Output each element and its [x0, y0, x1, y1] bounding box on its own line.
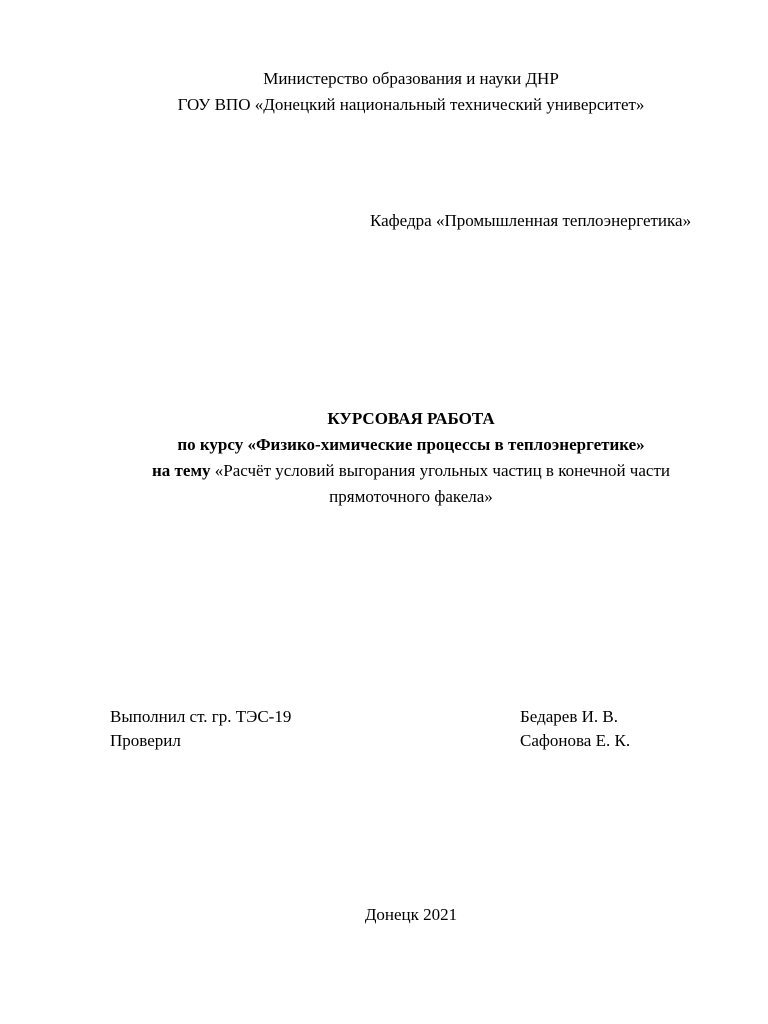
- ministry-line: Министерство образования и науки ДНР: [263, 69, 559, 88]
- checked-name: Сафонова Е. К.: [520, 731, 631, 750]
- work-title-block: [0, 406, 768, 510]
- performed-name: Бедарев И. В.: [520, 707, 618, 726]
- checked-row: [110, 728, 670, 754]
- topic-line-2: прямоточного факела»: [329, 487, 493, 506]
- course-line: по курсу «Физико-химические процессы в теплоэнергетике»: [177, 435, 645, 454]
- work-type: КУРСОВАЯ РАБОТА: [327, 409, 495, 428]
- department-line: Кафедра «Промышленная теплоэнергетика»: [370, 211, 692, 230]
- topic-text-1: «Расчёт условий выгорания угольных частиц в конечной части: [214, 461, 670, 480]
- city-year: Донецк 2021: [364, 905, 458, 924]
- university-line: ГОУ ВПО «Донецкий национальный технический университет»: [177, 95, 645, 114]
- topic-prefix: на тему: [152, 461, 211, 480]
- performed-row: [110, 704, 670, 730]
- institution-header: [0, 66, 768, 118]
- performed-label: Выполнил ст. гр. ТЭС-19: [110, 707, 292, 726]
- checked-label: Проверил: [110, 731, 181, 750]
- topic-line-1: [0, 458, 768, 484]
